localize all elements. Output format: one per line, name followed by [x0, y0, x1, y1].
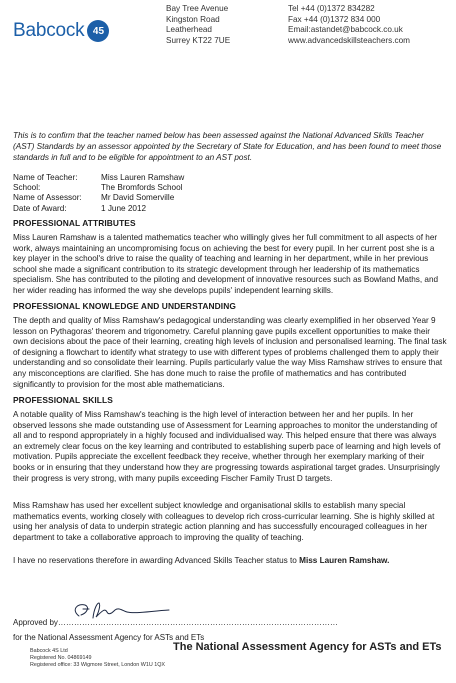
- logo-wordmark: Babcock: [13, 20, 85, 41]
- agency-name: The National Assessment Agency for ASTs and ETs: [173, 641, 442, 653]
- email: Email:astandet@babcock.co.uk: [288, 25, 403, 35]
- paragraph-skills-1: A notable quality of Miss Ramshaw's teaching is the high level of interaction between her and her pupils. In her observed lessons she made outstanding use of Assessment for Learning approaches to monitor the understanding of all and to respond appropriately in a highly focused and individualised way. This helped ensure that there was always an extremely clear focus on the key learning and contributed to establishing superb pace of learning and high levels of motivation. Pupils appreciate the excellent feedback they receive, whether through her exemplary marking of their books or in ensuring that they understand how they are progressing towards aspirational target grades. Unsurprisingly their progress is very strong, with many pupils exceeding Fischer Family Trust D targets.: [13, 410, 441, 483]
- closing-statement: [13, 556, 447, 567]
- school-name: The Bromfords School: [101, 183, 183, 193]
- detail-label: Date of Award:: [13, 203, 67, 213]
- approved-for-line: for the National Assessment Agency for ASTs and ETs: [13, 633, 205, 642]
- contact-details: [288, 4, 410, 46]
- logo-45-icon: 45: [87, 20, 109, 42]
- website: www.advancedskillsteachers.com: [288, 35, 410, 45]
- paragraph-attributes: Miss Lauren Ramshaw is a talented mathematics teacher who willingly gives her full commitment to all aspects of her work, always maintaining an uncompromising focus on achieving the best for every pupil. In her current post she is a key player in the school's drive to raise the quality of teaching and learning in her department, while in her previous school she made a significant contribution to its strategic development through her leadership of its mathematics specialism. She has contributed to the piloting and development of innovative resources such as Bowland Maths, and her wider reading has informed the way she develops pupils' independent learning skills.: [13, 233, 439, 295]
- assessor-name: Mr David Somerville: [101, 193, 175, 203]
- detail-row: [13, 193, 184, 203]
- paragraph-skills-2: Miss Ramshaw has used her excellent subject knowledge and organisational skills to establish many special mathematics events, working closely with colleagues to develop rich cross-curricular learning. She is highly skilled at using her analysis of data to underpin strategic action planning and has successfully encouraged colleagues in her department to take a collaborative approach to improving the quality of teaching.: [13, 501, 435, 542]
- paragraph-knowledge: The depth and quality of Miss Ramshaw's pedagogical understanding was clearly exemplified in her observed Year 9 lesson on Pythagoras' theorem and trigonometry. Careful planning gave pupils excellent opportunities to make their own decisions about the pace of their learning, creating high levels of inclusion and personalised learning. The final task of designing a flowchart to identify what strategy to use with different types of problems challenged them to apply their understanding and so consolidate their learning. Pupils particularly value the way Miss Ramshaw strives to ensure that any misconceptions are clarified. She has done much to raise the profile of mathematics and has contributed significantly to provision for the most able mathematicians.: [13, 316, 447, 389]
- heading-skills: PROFESSIONAL SKILLS: [13, 395, 113, 405]
- address-line: Kingston Road: [166, 14, 220, 24]
- detail-row: [13, 183, 184, 193]
- postal-address: [166, 4, 230, 46]
- babcock-logo: [13, 20, 109, 42]
- detail-label: School:: [13, 183, 41, 193]
- detail-label: Name of Assessor:: [13, 193, 82, 203]
- closing-teacher-name: Miss Lauren Ramshaw.: [299, 556, 390, 565]
- award-date: 1 June 2012: [101, 203, 147, 213]
- company-registration: [30, 648, 165, 668]
- company-name: Babcock 4S Ltd: [30, 648, 68, 654]
- closing-text: I have no reservations therefore in awarding Advanced Skills Teacher status to: [13, 556, 300, 565]
- heading-knowledge: PROFESSIONAL KNOWLEDGE AND UNDERSTANDING: [13, 301, 236, 311]
- detail-label: Name of Teacher:: [13, 173, 78, 182]
- detail-row: [13, 204, 184, 214]
- confirmation-statement: This is to confirm that the teacher named below has been assessed against the National Advanced Skills Teacher (AST) Standards by an assessor appointed by the Secretary of State for Education, and has been found to meet those standards in full and to be eligible for appointment to an AST post.: [13, 131, 442, 162]
- telephone: Tel +44 (0)1372 834282: [288, 4, 375, 13]
- address-line: Surrey KT22 7UE: [166, 35, 231, 45]
- company-number: Registered No. 04869149: [30, 654, 92, 661]
- award-details: [13, 173, 184, 214]
- approved-by-line: Approved by……………………………………………………………………………………………: [13, 618, 338, 627]
- heading-attributes: PROFESSIONAL ATTRIBUTES: [13, 218, 136, 228]
- address-line: Leatherhead: [166, 25, 212, 35]
- fax: Fax +44 (0)1372 834 000: [288, 14, 381, 24]
- registered-office: Registered office: 33 Wigmore Street, London W1U 1QX: [30, 661, 166, 668]
- address-line: Bay Tree Avenue: [166, 4, 229, 13]
- teacher-name: Miss Lauren Ramshaw: [101, 173, 185, 182]
- detail-row: [13, 173, 184, 183]
